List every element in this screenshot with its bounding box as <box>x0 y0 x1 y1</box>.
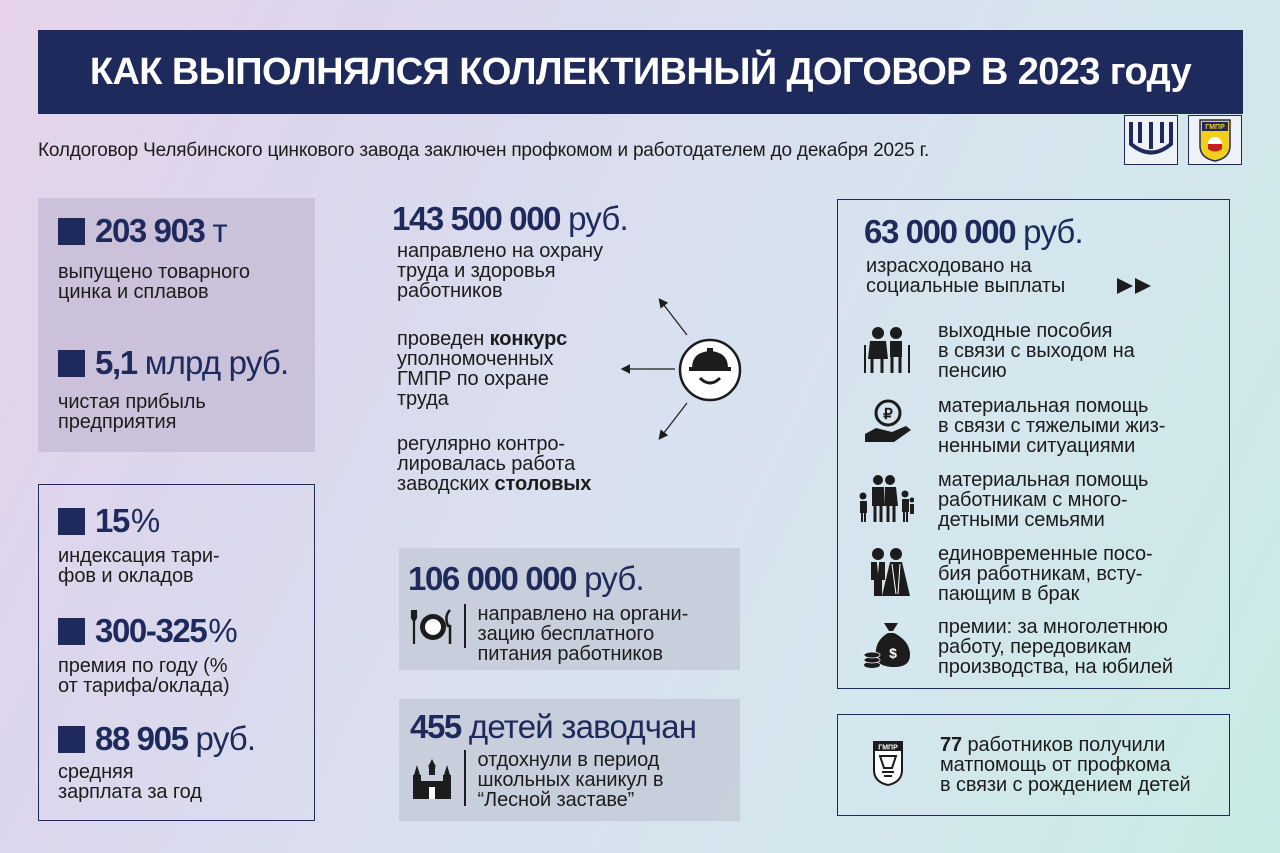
children-label: отдохнули в период школьных каникул в “Лесной заставе” <box>477 749 664 811</box>
annual-bonus-label: премия по году (% от тарифа/оклада) <box>58 655 230 697</box>
title-banner <box>38 30 1243 114</box>
svg-text:$: $ <box>889 645 897 661</box>
social-item-hardship <box>862 396 1165 456</box>
births-text: 77 работников получили матпомощь от профкома в связи с рождением детей <box>940 734 1191 796</box>
social-item-hardship-text: материальная помощь в связи с тяжелыми жиз- ненными ситуациями <box>938 395 1166 457</box>
net-profit-label: чистая прибыль предприятия <box>58 391 206 433</box>
social-item-marriage-text: единовременные посо- бия работникам, всту- пающим в брак <box>938 543 1153 605</box>
social-item-pension-text: выходные пособия в связи с выходом на пенсию <box>938 320 1135 382</box>
camp-castle-icon <box>410 750 454 808</box>
canteen-control-text: регулярно контро- лировалась работа заводских столовых <box>397 433 592 495</box>
social-item-bonuses <box>862 617 1173 677</box>
zinc-output-label: выпущено товарного цинка и сплавов <box>58 261 250 303</box>
safety-contest-text: проведен конкурс уполномоченных ГМПР по охране труда <box>397 328 568 410</box>
social-payments-label: израсходовано на социальные выплаты <box>866 255 1066 297</box>
gmpr-shield-icon <box>1188 115 1242 165</box>
social-payments-value: 63 000 000 руб. <box>864 213 1083 250</box>
social-item-bonuses-text: премии: за многолетнюю работу, передовикам производства, на юбилей <box>938 616 1173 678</box>
indexation-label: индексация тари- фов и окладов <box>58 545 220 587</box>
hand-ruble-coin-icon <box>862 396 914 452</box>
labor-safety-value: 143 500 000 руб. <box>392 200 628 237</box>
meals-value: 106 000 000 руб. <box>408 560 644 597</box>
fast-forward-icon <box>1117 278 1153 299</box>
wedding-couple-icon <box>862 544 914 600</box>
annual-bonus-value: 300-325 % <box>58 612 237 650</box>
plate-cutlery-icon <box>410 604 454 648</box>
large-family-icon <box>858 470 914 526</box>
meals-row <box>410 604 688 664</box>
gmpr-emblem-icon <box>872 739 904 787</box>
children-value: 455 детей заводчан <box>410 708 697 745</box>
social-item-pension <box>862 321 1135 381</box>
average-salary-label: средняя зарплата за год <box>58 761 202 803</box>
money-bag-icon <box>862 617 914 673</box>
social-item-large-families <box>858 470 1148 530</box>
gmpr-logo-label: ГМПР <box>1205 124 1225 131</box>
children-row <box>410 750 663 810</box>
average-salary-value: 88 905 руб. <box>58 720 255 758</box>
labor-safety-label: направлено на охрану труда и здоровья работников <box>397 240 603 302</box>
net-profit-value: 5,1 млрд руб. <box>58 344 288 382</box>
elderly-couple-icon <box>862 321 914 377</box>
social-item-marriage <box>862 544 1153 604</box>
social-item-large-families-text: материальная помощь работникам с много- детными семьями <box>938 469 1149 531</box>
zinc-output-value: 203 903 т <box>58 212 227 250</box>
chzs-logo-icon <box>1124 115 1178 165</box>
page-title: КАК ВЫПОЛНЯЛСЯ КОЛЛЕКТИВНЫЙ ДОГОВОР В 2023 году <box>89 50 1192 93</box>
meals-label: направлено на органи- зацию бесплатного питания работников <box>477 603 689 665</box>
gmpr-emblem-label: ГМПР <box>878 744 898 752</box>
page-subtitle: Колдоговор Челябинского цинкового завода заключен профкомом и работодателем до декабря 2025 г. <box>38 140 930 161</box>
svg-text:₽: ₽ <box>883 406 893 423</box>
hard-hat-smile-icon <box>678 338 742 402</box>
indexation-value: 15 % <box>58 502 159 540</box>
